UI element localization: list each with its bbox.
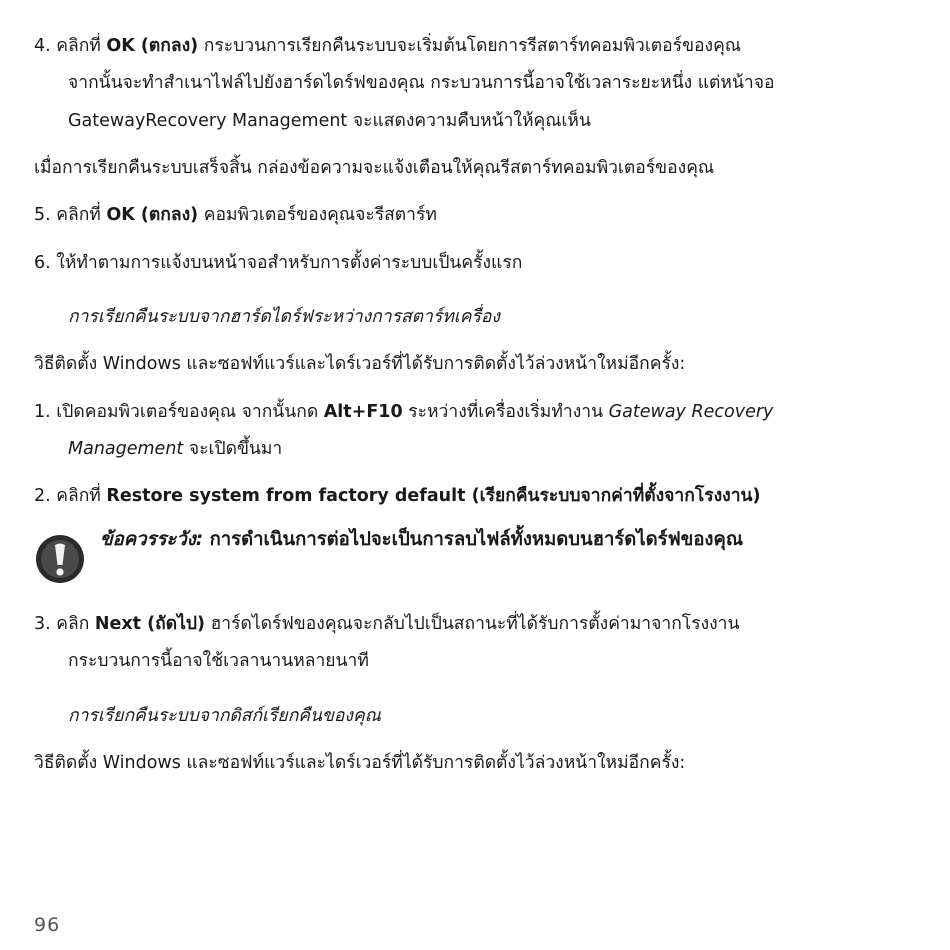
app-name: Gateway Recovery	[608, 402, 774, 422]
step4-line1	[34, 34, 741, 58]
s1-step3-line1	[34, 612, 739, 636]
step-number: 6.	[34, 253, 51, 273]
s1-step1-line2	[68, 437, 282, 461]
step-text: คอมพิวเตอร์ของคุณจะรีสตาร์ท	[198, 205, 437, 225]
ok-button-label: OK (ตกลง)	[106, 205, 199, 225]
step-text: คลิกที่	[56, 486, 107, 506]
step-number: 4.	[34, 36, 51, 56]
caution-exclamation-icon	[34, 533, 86, 585]
shortcut-label: Alt+F10	[323, 402, 403, 422]
warning-text: การดำเนินการต่อไปจะเป็นการลบไฟล์ทั้งหมดบนฮาร์ดไดร์ฟของคุณ	[203, 529, 744, 550]
step-text: คลิกที่	[56, 205, 107, 225]
restore-option-label: Restore system from factory default (เรียกคืนระบบจากค่าที่ตั้งจากโรงงาน)	[106, 486, 761, 506]
page-number: 96	[34, 914, 61, 936]
step-number: 1.	[34, 402, 51, 422]
step-text: กระบวนการเรียกคืนระบบจะเริ่มต้นโดยการรีสตาร์ทคอมพิวเตอร์ของคุณ	[198, 36, 742, 56]
step-text: เปิดคอมพิวเตอร์ของคุณ จากนั้นกด	[56, 402, 324, 422]
ok-button-label: OK (ตกลง)	[106, 36, 199, 56]
step-text: คลิกที่	[56, 36, 107, 56]
s1-step2	[34, 484, 761, 508]
next-button-label: Next (ถัดไป)	[94, 614, 206, 634]
step4-line3: GatewayRecovery Management จะแสดงความคืบหน้าให้คุณเห็น	[68, 111, 591, 131]
section-intro: วิธีติดตั้ง Windows และซอฟท์แวร์และไดร์เวอร์ที่ได้รับการติดตั้งไว้ล่วงหน้าใหม่อีกครั้ง:	[34, 753, 686, 773]
warning-line	[100, 528, 743, 552]
s1-step3-line2: กระบวนการนี้อาจใช้เวลานานหลายนาที	[68, 651, 369, 671]
section-heading: การเรียกคืนระบบจากฮาร์ดไดร์ฟระหว่างการสตาร์ทเครื่อง	[68, 307, 500, 327]
step-number: 3.	[34, 614, 51, 634]
step5	[34, 203, 437, 227]
step-number: 5.	[34, 205, 51, 225]
paragraph-after-step4: เมื่อการเรียกคืนระบบเสร็จสิ้น กล่องข้อความจะแจ้งเตือนให้คุณรีสตาร์ทคอมพิวเตอร์ของคุณ	[34, 158, 715, 178]
step-text: ระหว่างที่เครื่องเริ่มทำงาน	[402, 402, 609, 422]
step-text: ให้ทำตามการแจ้งบนหน้าจอสำหรับการตั้งค่าระบบเป็นครั้งแรก	[56, 253, 523, 273]
step6	[34, 251, 522, 275]
warning-label: ข้อควรระวัง:	[100, 529, 204, 550]
step-number: 2.	[34, 486, 51, 506]
s1-step1-line1	[34, 400, 773, 424]
step-text: คลิก	[56, 614, 95, 634]
app-name: Management	[68, 439, 184, 459]
step-text: จะเปิดขึ้นมา	[183, 439, 283, 459]
section-heading: การเรียกคืนระบบจากดิสก์เรียกคืนของคุณ	[68, 706, 381, 726]
step4-line2: จากนั้นจะทำสำเนาไฟล์ไปยังฮาร์ดไดร์ฟของคุณ กระบวนการนี้อาจใช้เวลาระยะหนึ่ง แต่หน้าจอ	[68, 73, 775, 93]
step-text: ฮาร์ดไดร์ฟของคุณจะกลับไปเป็นสถานะที่ได้รับการตั้งค่ามาจากโรงงาน	[205, 614, 740, 634]
section-intro: วิธีติดตั้ง Windows และซอฟท์แวร์และไดร์เวอร์ที่ได้รับการติดตั้งไว้ล่วงหน้าใหม่อีกครั้ง:	[34, 354, 686, 374]
